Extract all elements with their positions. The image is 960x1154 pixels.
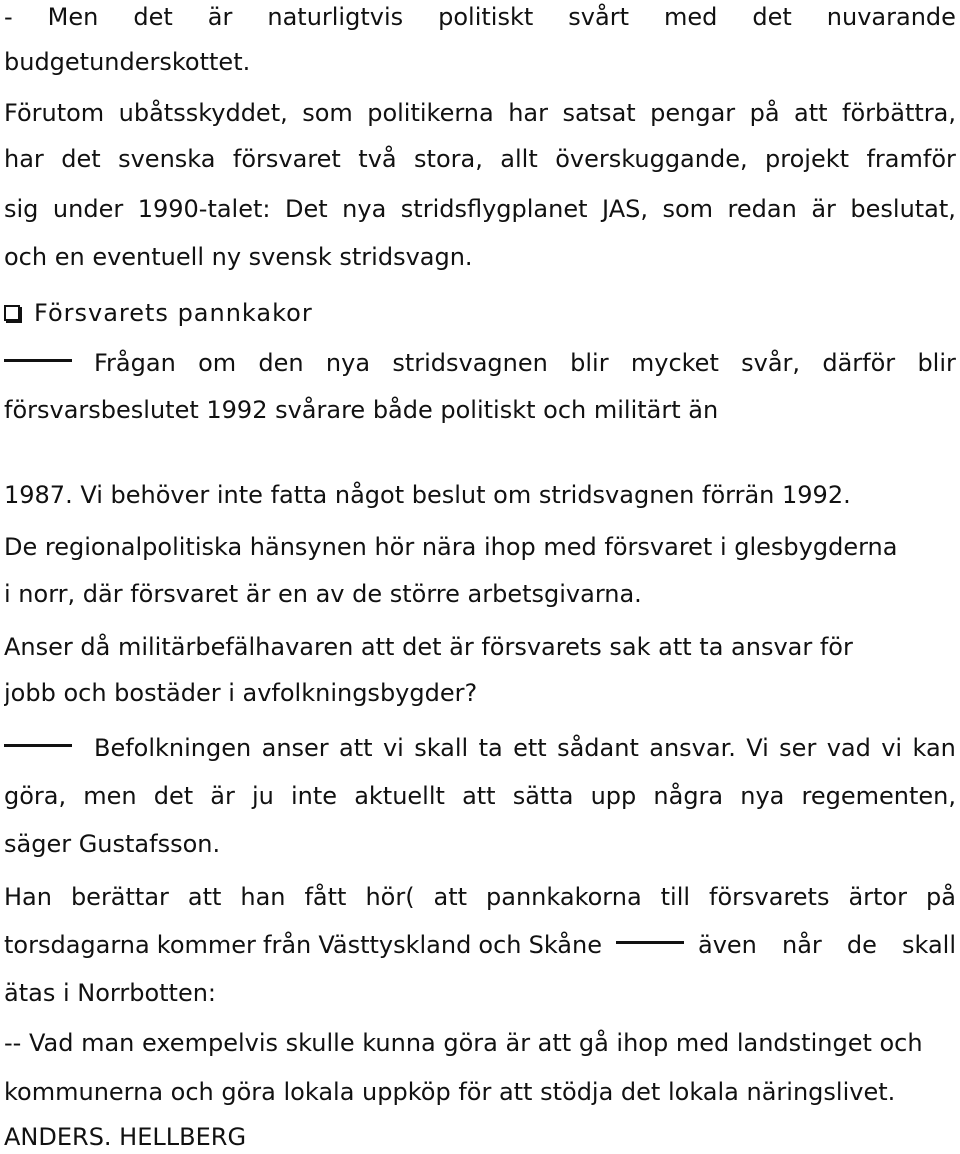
word: det [133, 3, 173, 31]
text-line-19: ätas i Norrbotten: [4, 979, 217, 1007]
word: även [698, 931, 757, 959]
word: göra, [4, 782, 67, 810]
word: att [794, 99, 828, 127]
word: Men [47, 3, 99, 31]
text-line-13: jobb och bostäder i avfolkningsbygder? [4, 679, 478, 707]
word: sig [4, 195, 39, 223]
word: kan [912, 734, 956, 762]
checkbox-bullet-icon [4, 305, 20, 321]
em-dash-icon [4, 359, 72, 362]
word: Befolkningen [94, 734, 252, 762]
word: har [508, 99, 548, 127]
word: att [187, 883, 222, 911]
word: om [198, 349, 237, 377]
word: blir [917, 349, 956, 377]
word: de [846, 931, 877, 959]
text-line-20: -- Vad man exempelvis skulle kunna göra är att gå ihop med landstinget och [4, 1029, 923, 1057]
word: har [4, 145, 44, 173]
word: att [339, 734, 373, 762]
word: ett [513, 734, 547, 762]
section-heading-text: Försvarets pannkakor [34, 299, 313, 327]
word: allt [500, 145, 538, 173]
word: fått [304, 883, 347, 911]
text-line-18a-words [4, 928, 602, 962]
word: men [83, 782, 137, 810]
word: ubåtsskyddet, [118, 99, 288, 127]
word: politiskt [438, 3, 534, 31]
text-line-14 [4, 731, 956, 765]
text-line-7-words [94, 346, 956, 380]
text-line-8: försvarsbeslutet 1992 svårare både politiskt och militärt än [4, 396, 719, 424]
word: nya [342, 195, 387, 223]
text-line-3 [4, 96, 956, 130]
word: nuvarande [826, 3, 956, 31]
word: vi [881, 734, 903, 762]
word: berättar [70, 883, 169, 911]
word: ser [779, 734, 817, 762]
word: Han [4, 883, 52, 911]
word: inte [291, 782, 338, 810]
word: svårt [568, 3, 629, 31]
word: - [4, 3, 13, 31]
word: att [462, 782, 496, 810]
word: att [433, 883, 468, 911]
word: nya [325, 349, 371, 377]
word: från [263, 931, 312, 959]
word: den [258, 349, 304, 377]
word: redan [727, 195, 797, 223]
word: försvarets [709, 883, 830, 911]
word: stridsflygplanet [400, 195, 588, 223]
word: är [210, 782, 235, 810]
word: är [811, 195, 836, 223]
section-heading [4, 296, 313, 330]
word: blir [570, 349, 609, 377]
word: med [663, 3, 718, 31]
text-line-5 [4, 192, 956, 226]
word: förbättra, [842, 99, 956, 127]
word: är [207, 3, 233, 31]
word: anser [261, 734, 329, 762]
word: pengar [650, 99, 736, 127]
word: svår, [741, 349, 801, 377]
word: på [749, 99, 780, 127]
word: ta [478, 734, 503, 762]
text-line-10: De regionalpolitiska hänsynen hör nära ihop med försvaret i glesbygderna [4, 533, 898, 561]
text-line-16: säger Gustafsson. [4, 830, 221, 858]
text-line-14-words [94, 731, 956, 765]
em-dash-icon [4, 744, 72, 747]
word: Det [285, 195, 328, 223]
word: Frågan [94, 349, 176, 377]
word: det [61, 145, 101, 173]
word: upp [590, 782, 637, 810]
text-line-7 [4, 346, 956, 380]
word: skall [414, 734, 469, 762]
word: sådant [557, 734, 639, 762]
word: 1990-talet: [137, 195, 271, 223]
word: naturligtvis [267, 3, 404, 31]
text-line-12: Anser då militärbefälhavaren att det är försvarets sak att ta ansvar för [4, 633, 853, 661]
word: kommer [156, 931, 256, 959]
word: nya [740, 782, 785, 810]
word: hör( [365, 883, 415, 911]
word: JAS, [602, 195, 648, 223]
text-line-6: och en eventuell ny svensk stridsvagn. [4, 243, 473, 271]
word: ärtor [848, 883, 907, 911]
word: mycket [630, 349, 719, 377]
word: två [358, 145, 397, 173]
word: beslutat, [850, 195, 956, 223]
text-line-2: budgetunderskottet. [4, 48, 251, 76]
author-signature: ANDERS. HELLBERG [4, 1123, 247, 1151]
text-line-21: kommunerna och göra lokala uppköp för att stödja det lokala näringslivet. [4, 1078, 896, 1106]
word: till [660, 883, 691, 911]
word: på [925, 883, 956, 911]
word: några [653, 782, 724, 810]
word: som [302, 99, 353, 127]
word: pannkakorna [486, 883, 642, 911]
word: och [478, 931, 522, 959]
word: det [153, 782, 194, 810]
text-line-17 [4, 880, 956, 914]
word: ju [251, 782, 274, 810]
word: som [662, 195, 714, 223]
word: det [752, 3, 792, 31]
word: skall [901, 931, 956, 959]
word: vad [826, 734, 871, 762]
word: aktuellt [354, 782, 445, 810]
word: sätta [512, 782, 574, 810]
text-line-9: 1987. Vi behöver inte fatta något beslut om stridsvagnen förrän 1992. [4, 481, 851, 509]
text-line-18b-words [698, 928, 956, 962]
text-line-11: i norr, där försvaret är en av de större arbetsgivarna. [4, 580, 642, 608]
word: når [781, 931, 822, 959]
word: därför [822, 349, 896, 377]
text-line-1 [4, 0, 956, 34]
word: torsdagarna [4, 931, 150, 959]
word: Vi [746, 734, 769, 762]
word: svenska [118, 145, 216, 173]
word: försvaret [232, 145, 341, 173]
em-dash-icon [616, 941, 684, 944]
word: framför [866, 145, 956, 173]
word: satsat [562, 99, 636, 127]
text-line-15 [4, 779, 956, 813]
word: stridsvagnen [392, 349, 548, 377]
word: ansvar. [649, 734, 736, 762]
word: stora, [414, 145, 483, 173]
word: han [240, 883, 286, 911]
word: projekt [765, 145, 850, 173]
text-line-4 [4, 142, 956, 176]
word: vi [382, 734, 404, 762]
word: regementen, [801, 782, 956, 810]
word: överskuggande, [555, 145, 748, 173]
word: Skåne [528, 931, 602, 959]
word: Västtyskland [318, 931, 472, 959]
text-line-18 [4, 928, 956, 962]
word: politikerna [367, 99, 494, 127]
word: under [52, 195, 124, 223]
word: Förutom [4, 99, 105, 127]
